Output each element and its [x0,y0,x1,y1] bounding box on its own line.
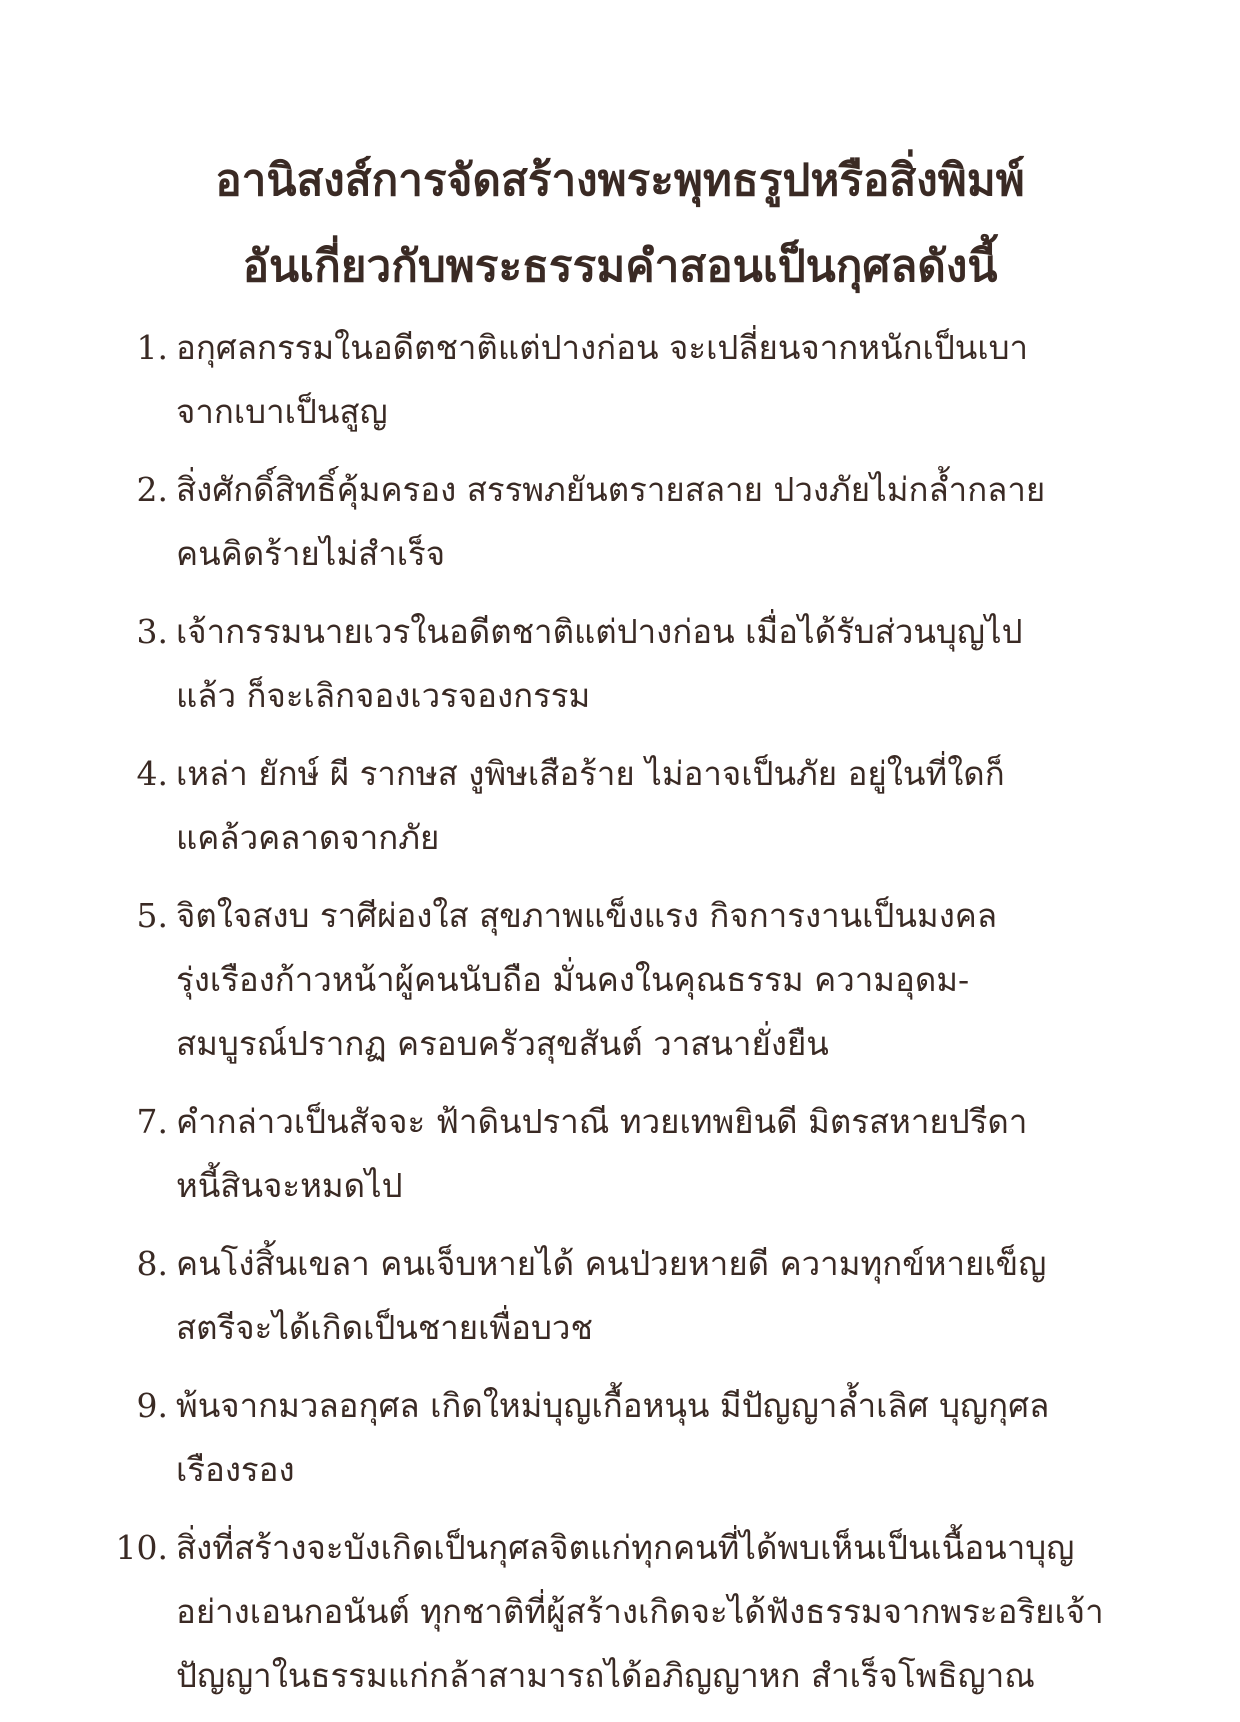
list-item-line: อกุศลกรรมในอดีตชาติแต่ปางก่อน จะเปลี่ยนจากหนักเป็นเบา [176,328,1029,367]
list-item-line: เจ้ากรรมนายเวรในอดีตชาติแต่ปางก่อน เมื่อได้รับส่วนบุญไป [176,612,1023,651]
list-item [0,884,1240,1076]
list-item-text [176,1374,1121,1502]
list-item-number: 8. [136,1244,168,1283]
list-item-text [176,316,1121,444]
list-item-line: สิ่งศักดิ์สิทธิ์คุ้มครอง สรรพภยันตรายสลาย ปวงภัยไม่กล้ำกลาย [176,470,1046,509]
list-item-line: เหล่า ยักษ์ ผี รากษส งูพิษเสือร้าย ไม่อาจเป็นภัย อยู่ในที่ใดก็ [176,754,1005,793]
list-item-line: หนี้สินจะหมดไป [176,1166,403,1205]
list-item-number: 2. [136,470,168,509]
list-item-number: 1. [136,328,168,367]
title-line-2: อันเกี่ยวกับพระธรรมคำสอนเป็นกุศลดังนี้ [242,241,998,292]
list-item-text [176,458,1121,586]
title-block [0,138,1240,310]
list-item-number: 5. [136,896,168,935]
list-item-text [176,1232,1121,1360]
list-item-text [176,742,1121,870]
list-item-line: รุ่งเรืองก้าวหน้าผู้คนนับถือ มั่นคงในคุณธรรม ความอุดม- [176,960,970,999]
list-item-text [176,884,1121,1076]
benefit-list [0,316,1240,1722]
list-item [0,1090,1240,1218]
list-item-line: ปัญญาในธรรมแก่กล้าสามารถได้อภิญญาหก สำเร็จโพธิญาณ [176,1656,1035,1695]
list-item-text [176,1516,1121,1708]
list-item-line: คนคิดร้ายไม่สำเร็จ [176,534,446,573]
list-item-number: 9. [136,1386,168,1425]
list-item [0,1232,1240,1360]
list-item-line: สมบูรณ์ปรากฏ ครอบครัวสุขสันต์ วาสนายั่งยืน [176,1024,829,1063]
list-item-number: 7. [136,1102,168,1141]
list-item-text [176,600,1121,728]
list-item-line: จากเบาเป็นสูญ [176,392,388,431]
list-item [0,1374,1240,1502]
list-item [0,458,1240,586]
list-item [0,600,1240,728]
list-item-line: คนโง่สิ้นเขลา คนเจ็บหายได้ คนป่วยหายดี ความทุกข์หายเข็ญ [176,1244,1047,1283]
list-item-line: แล้ว ก็จะเลิกจองเวรจองกรรม [176,676,591,715]
list-item-text [176,1090,1121,1218]
list-item-line: เรืองรอง [176,1450,295,1489]
list-item-line: สตรีจะได้เกิดเป็นชายเพื่อบวช [176,1308,593,1347]
list-item-number: 4. [136,754,168,793]
list-item-line: คำกล่าวเป็นสัจจะ ฟ้าดินปราณี ทวยเทพยินดี มิตรสหายปรีดา [176,1102,1028,1141]
list-item-line: พ้นจากมวลอกุศล เกิดใหม่บุญเกื้อหนุน มีปัญญาล้ำเลิศ บุญกุศล [176,1386,1050,1425]
list-item-line: สิ่งที่สร้างจะบังเกิดเป็นกุศลจิตแก่ทุกคนที่ได้พบเห็นเป็นเนื้อนาบุญ [176,1528,1075,1567]
list-item-line: อย่างเอนกอนันต์ ทุกชาติที่ผู้สร้างเกิดจะได้ฟังธรรมจากพระอริยเจ้า [176,1592,1104,1631]
list-item-line: แคล้วคลาดจากภัย [176,818,440,857]
list-item [0,742,1240,870]
list-item-number: 3. [136,612,168,651]
list-item-number: 10. [115,1528,168,1567]
list-item [0,316,1240,444]
list-item-line: จิตใจสงบ ราศีผ่องใส สุขภาพแข็งแรง กิจการงานเป็นมงคล [176,896,998,935]
list-item [0,1516,1240,1708]
title-line-1: อานิสงส์การจัดสร้างพระพุทธรูปหรือสิ่งพิมพ์ [215,155,1025,206]
